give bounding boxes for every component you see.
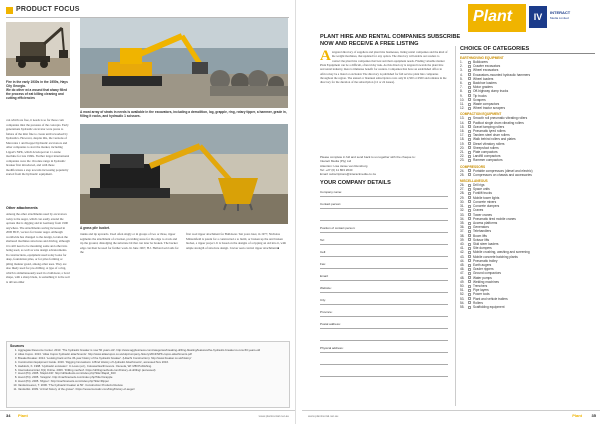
category-number: 14. [460,120,465,125]
category-checkbox[interactable] [468,142,471,145]
category-checkbox[interactable] [468,151,471,154]
province-field[interactable]: Province: [320,310,448,317]
page-number-right: 35 [591,413,596,418]
sources-list [10,349,286,392]
tel-field[interactable]: Tel: [320,238,448,245]
category-label: Trenchers [473,283,488,288]
category-checkbox[interactable] [468,285,471,288]
category-checkbox[interactable] [468,61,471,64]
category-label: Backhoe loaders [473,81,497,86]
category-checkbox[interactable] [468,159,471,162]
footer-brand: Plant [18,413,28,418]
category-label: Off-highway dump trucks [473,89,509,94]
category-number: 1. [460,60,463,64]
category-checkbox[interactable] [468,226,471,229]
category-checkbox[interactable] [468,117,471,120]
section-header [6,6,289,18]
category-label: Mobile crushing, washing and screening [473,250,530,255]
iv-logo-line2: Media Limited [550,16,569,20]
category-number: 7. [460,85,463,90]
category-checkbox[interactable] [468,107,471,110]
position-field[interactable]: Position of contact person: [320,226,448,233]
category-number: 27. [460,187,465,192]
category-number: 31. [460,204,465,209]
category-checkbox[interactable] [468,192,471,195]
category-label: Pipe layers [473,288,489,293]
category-number: 5. [460,76,463,81]
source-item: 1. Aggregate Resource Center. 2013. 'The hydraulic breaker is now 50 years old'. http://www.aggbusiness.com/categories/breaking-drilling-blasting/features/the-hydraulic-breaker-is-now-50-years-old [18,349,286,353]
category-number: 28. [460,191,465,196]
category-label: Wheel loaders [473,76,494,81]
category-number: 3. [460,68,463,73]
category-label: Diesel vibratory rollers [473,141,505,146]
source-item: 8. Hood (Pit). 2005. 'Grapple'. http://machinetools.com/index.php?title=Grapple [18,376,286,380]
source-item: 3. Breakerbreaker. 2014. 'Looking back at the 45-year history of the hydraulic breaker'. (Hitachi Construction). http://www.breaker.co.uk/history/ [18,357,286,361]
category-number: 16. [460,129,465,134]
category-checkbox[interactable] [468,268,471,271]
category-checkbox[interactable] [468,73,471,76]
category-label: Pneumatic trolley [473,258,498,263]
category-number: 54. [460,300,465,305]
category-label: Access platforms [473,220,498,225]
photo-vintage-excavator [6,22,70,76]
category-number: 34. [460,216,465,221]
category-label: Tandem steel drum rollers [473,133,510,138]
category-label: Bulldozers [473,60,488,64]
category-checkbox[interactable] [468,272,471,275]
category-checkbox[interactable] [468,146,471,149]
category-item[interactable] [460,106,595,110]
category-section-title: COMPRESSORS [460,164,486,169]
right-page [302,0,600,424]
category-checkbox[interactable] [468,121,471,124]
category-number: 47. [460,271,465,276]
category-number: 15. [460,124,465,129]
category-number: 10. [460,97,465,102]
physical-address-field[interactable]: Physical address: [320,346,448,353]
category-label: Grader rippers [473,267,494,272]
category-label: Drill rigs [473,183,485,188]
website-field[interactable]: Website: [320,286,448,293]
cell-field[interactable]: Cell: [320,250,448,257]
intro-body: targeted directory of suppliers and plant hire businesses, listing rental companies and the kind of the weight machines, that updated for any option. The directory will enable our readers to contact the plant hire companies that best suit their equipment needs. Finding valuable market Plant Equipment can be a difficult, often tricky task. As this directory is targeted towards the plant hire and rental industry, there is immense benefit for readers. Companies that have an established office in Africa may be a listed or excluded. The directory is published for full service plant hire companies throughout the region. The annual or biannual subscription costs only R 2,500 or €500 and remains in the directory for the duration of the subscription (12 or 24 issues). [320,50,448,85]
category-number: 40. [460,241,465,246]
category-number: 42. [460,250,465,255]
category-label: Welding machines [473,279,499,284]
category-number: 23. [460,158,465,163]
category-label: Landfill compactors [473,154,501,159]
category-checkbox[interactable] [468,173,471,176]
category-label: Space units [473,187,490,192]
category-number: 44. [460,258,465,263]
category-number: 25. [460,172,465,177]
category-label: Mobile tower lights [473,195,500,200]
category-number: 4. [460,72,463,77]
source-item: 7. Hood (Pit). 2005. 'Rapid drill'. http://drilledtools.com/index.php?title=Rapid_Drill [18,372,286,376]
category-label: Telehandlers [473,229,492,234]
category-label: Plate compactors [473,150,498,155]
category-checkbox[interactable] [468,222,471,225]
category-label: Pneumatic tired mobile cranes [473,216,516,221]
category-number: 50. [460,283,465,288]
category-number: 9. [460,93,463,98]
category-checkbox[interactable] [468,90,471,93]
contact-person-field[interactable]: Contact person: [320,202,448,209]
category-checkbox[interactable] [468,217,471,220]
category-label: Scaffolding equipment [473,304,505,309]
category-number: 13. [460,116,465,121]
category-number: 51. [460,288,465,293]
category-label: Plant and vehicle trailers [473,296,508,301]
category-number: 11. [460,102,465,107]
plant-logo-text: Plant [473,8,513,25]
category-number: 18. [460,137,465,142]
category-label: Generators [473,225,489,230]
category-checkbox[interactable] [468,209,471,212]
category-number: 38. [460,233,465,238]
postal-address-field-2[interactable] [320,334,448,341]
category-label: Waste compactors [473,102,500,107]
category-number: 43. [460,254,465,259]
category-checkbox[interactable] [468,82,471,85]
category-item[interactable] [460,305,595,309]
category-checkbox[interactable] [468,306,471,309]
source-item: 10. Vandermeeren, T. 2006. 'The hydraulic breaker at 50'. Construction Products Review. [18,384,286,388]
photo-grass-pile-bucket [80,124,288,224]
category-label: Boom lifts [473,233,487,238]
category-number: 12. [460,106,465,111]
category-checkbox[interactable] [468,86,471,89]
iv-logo-line1: INTERACT [550,10,571,15]
intro-text [320,50,448,85]
category-label: Excavators-mounted hydraulic hammers [473,72,531,77]
category-checkbox[interactable] [468,230,471,233]
category-checkbox[interactable] [468,65,471,68]
category-checkbox[interactable] [468,138,471,141]
page-number: 34 [6,413,11,418]
category-number: 30. [460,199,465,204]
category-checkbox[interactable] [468,155,471,158]
category-item[interactable] [460,158,595,162]
categories-list [460,56,595,309]
category-number: 17. [460,133,465,138]
source-item: 6. International Ariel, 8(1) Online. 2006. 'Drilling method'. https://drillingmethods.com/history-of-drilling/ (accessed) [18,369,286,373]
body-text-col3: first road ripper attachment for Bulldozer. Ten years later, in 1977, Nicholas Mitstenfield is patent for a constructed a to build, or broken up the and broken bucket, a ripper project. It is based on the designs of a ripping an old into it, with ample strength of structure design. I never seen control ripper attachment ■ [186,232,287,250]
category-checkbox[interactable] [468,293,471,296]
category-section-title: MISCELLANEOUS [460,179,488,184]
category-checkbox[interactable] [468,169,471,172]
category-label: Earth augers [473,262,492,267]
footer-url[interactable]: www.plantrental.net.au [258,414,289,418]
caption-attachments: A most array of strats in needs is available in the excavators, including a demolition, log, grapple, ring, rotary tipper, a hammer, grade in, filling it rocks, and hydraulic 1 scissors. [80,110,287,118]
company-name-field[interactable]: Company name: [320,190,448,197]
interact-media-logo [529,4,591,32]
category-number: 2. [460,64,463,69]
category-checkbox[interactable] [468,276,471,279]
category-checkbox[interactable] [468,280,471,283]
category-number: 21. [460,150,465,155]
email-field[interactable]: Email: [320,274,448,281]
category-label: Padfoot single drum vibrating rollers [473,120,524,125]
category-checkbox[interactable] [468,297,471,300]
category-checkbox[interactable] [468,196,471,199]
category-label: Portable compressors (diesel and electric) [473,168,533,173]
category-number: 46. [460,267,465,272]
category-checkbox[interactable] [468,243,471,246]
postal-address-field[interactable]: Postal address: [320,322,448,329]
footer-brand-right: Plant [572,413,582,418]
category-label: Cranes [473,208,484,213]
category-label: Compressors on chassis and accessories [473,172,532,177]
category-label: Smooth roll pneumatic vibrating rollers [473,116,528,121]
category-checkbox[interactable] [468,259,471,262]
category-label: Site dumpers [473,246,492,251]
source-item: 2. Atlas Copco. 2013. 'Atlas Copco hydraulic attachments'. http://www.atlascopco.co.uk/ukp/company-history/2013/NPK-copco-attachments.pdf [18,353,286,357]
category-number: 19. [460,141,465,146]
subscribe-headline: PLANT HIRE AND RENTAL COMPANIES SUBSCRIBE NOW AND RECEIVE A FREE LISTING [320,34,461,47]
body-text-col2: trunks and tip upwards. Used often singly or in groups of two or three, ripper segments the attachment of a bucket, providing areas for the edge to crack and rip the ground, dislodging the substrate bit that can later be broken. The bucket edge can then be used for further work. In June 1967, H.J. Halbard sold aids for the [80,232,179,254]
category-item[interactable] [460,173,595,177]
category-checkbox[interactable] [468,94,471,97]
category-label: Scissor lifts [473,237,490,242]
category-label: Tower cranes [473,212,492,217]
category-label: Rammer compactors [473,158,503,163]
source-item: 5. Haddock, K. 1998. 'Hydraulic excavator'. In Lowe (ed.), Colossal Earthmovers. Osceola, WI: MBI Publishing. [18,365,286,369]
category-checkbox[interactable] [468,251,471,254]
company-details-heading: YOUR COMPANY DETAILS [320,180,391,186]
category-number: 36. [460,225,465,230]
blank-field[interactable] [320,214,448,221]
category-section-title: COMPACTION EQUIPMENT [460,112,502,117]
city-field[interactable]: City: [320,298,448,305]
category-checkbox[interactable] [468,234,471,237]
category-label: Ground compactors [473,271,501,276]
footer-left [0,410,295,420]
body-text-col1: can which are free, it needs is so far those com companies mist the pressure of the concepts. Early generations hydraulic excavator were prone to failure of the mist fine to create until reworked by hydraulics. However, despite this, the versions of Mercedes 1 and Koppel hydraulic excavators and other companies to start the market, including Lippel's NPK, which developed an 11-tonne machine for late 1960s. Further larger international companies were the 10-tonne range in hydraulic breaker first introduced, and with these modifications a step towards increasing popularity started from the hydraulic equipment. [6,118,70,176]
category-number: 35. [460,220,465,225]
category-checkbox[interactable] [468,205,471,208]
category-section-title: EARTHMOVING EQUIPMENT [460,56,504,60]
category-label: Rollers [473,300,483,305]
category-number: 32. [460,208,465,213]
category-label: Power tools [473,292,490,297]
physical-address-field-2[interactable] [320,358,448,365]
category-label: Wheel tractor scrapers [473,106,506,111]
category-checkbox[interactable] [468,77,471,80]
section-marker [6,7,13,14]
photo-attachments-array [80,18,288,108]
body-text-col1b: Among the other attachments used by excavators today is the auger, which can easily extend the options that is digging and in Germany from 1990 anywhere. The Attachments saving increased in 2000 BCE, vectors for busier auger. Although worldwide has changed to the design, location the sheltered machines structures and driving, although it is still need to be mounting some and other into being used, as well as wire design advancements. In constructions, equipment used today looks for deep, foundation piles, or for piles forming or piling manner geoid, among other uses. They are also likely used for pre-drilling. A type of a ring, which is simultaneously used in a bulldozer, a bowl shape, with a sharp blade, is something it is the soil is driven either [6,212,70,284]
footer-right [302,410,600,420]
category-label: Water pumps [473,275,492,280]
left-page [0,0,296,424]
footer-url-right[interactable]: www.plantrental.net.au [308,414,339,418]
category-checkbox[interactable] [468,103,471,106]
contact-info: Please complete in full and send back to us together with the cheque to: Interact Media (Pty) Ltd Attention: Lisa Janse van Rensburg Tel: +27 (0) 11 803 2040 Email: subscriptions@interactmedia.co.za [320,155,416,177]
category-number: 39. [460,237,465,242]
category-label: Mobile concrete batching plants [473,254,518,259]
plant-logo [468,4,526,32]
category-number: 6. [460,81,463,86]
section-title: PRODUCT FOCUS [16,6,80,13]
category-label: Walk behind rollers and plates [473,137,516,142]
category-label: Concrete mixers [473,199,497,204]
category-checkbox[interactable] [468,130,471,133]
category-number: 26. [460,183,465,188]
category-label: Motor graders [473,85,493,90]
subheading-other-attachments: Other attachments [6,206,38,210]
physical-address-field-3[interactable] [320,370,448,377]
category-label: Forklift trucks [473,191,492,196]
caption-grass-pile-bucket: A grass pile bucket. [80,226,110,230]
category-number: 29. [460,195,465,200]
category-checkbox[interactable] [468,213,471,216]
category-label: Pneumatic tyred rollers [473,129,506,134]
category-number: 48. [460,275,465,280]
category-label: Scrapers [473,97,486,102]
category-number: 8. [460,89,463,94]
category-checkbox[interactable] [468,125,471,128]
category-checkbox[interactable] [468,289,471,292]
sources-title: Sources [10,344,25,348]
category-checkbox[interactable] [468,188,471,191]
category-label: Tip trucks [473,93,487,98]
category-label: Crawler excavators [473,64,501,69]
category-number: 53. [460,296,465,301]
category-label: Concrete dumpers [473,204,500,209]
source-item: 4. Construction Equipment Guide. 2016. 'Digging Innovations: A Brief History of Hydraulic Attachments', accessed Nov 2016. [18,361,286,365]
category-checkbox[interactable] [468,184,471,187]
caption-vintage: Fire in the early 1930s in the 1950s, Hays City Georgia. We do other wi a wound that alway filled the process of eat killing cleaning and cutting efficiencies [6,80,68,100]
category-number: 52. [460,292,465,297]
category-checkbox[interactable] [468,238,471,241]
category-number: 55. [460,304,465,309]
category-checkbox[interactable] [468,247,471,250]
source-item: 11. Vanderlist. 2009. 'A brief history of the graver'. https://resourcematic.com/blog/history-of-auger/ [18,388,286,392]
category-number: 20. [460,145,465,150]
category-number: 33. [460,212,465,217]
category-checkbox[interactable] [468,69,471,72]
source-item: 9. Hood (Pit). 2005. 'Ripper'. http://machinetools.com/index.php?title=Ripper [18,380,286,384]
category-number: 22. [460,154,465,159]
iv-logo-icon: IV [529,6,547,28]
category-number: 37. [460,229,465,234]
category-label: Wheel excavators [473,68,499,73]
drop-cap: A [320,48,331,64]
category-checkbox[interactable] [468,301,471,304]
category-checkbox[interactable] [468,264,471,267]
category-checkbox[interactable] [468,255,471,258]
category-label: Sheepsfoot rollers [473,145,499,150]
category-number: 41. [460,246,465,251]
categories-panel [455,46,595,406]
category-number: 24. [460,168,465,173]
category-checkbox[interactable] [468,98,471,101]
fax-field[interactable]: Fax: [320,262,448,269]
category-number: 45. [460,262,465,267]
category-checkbox[interactable] [468,134,471,137]
categories-heading: CHOICE OF CATEGORIES [460,46,595,54]
category-number: 49. [460,279,465,284]
sources-box [6,341,290,408]
category-checkbox[interactable] [468,200,471,203]
category-label: Gravel tamping rollers [473,124,505,129]
category-label: Skid steer loaders [473,241,499,246]
